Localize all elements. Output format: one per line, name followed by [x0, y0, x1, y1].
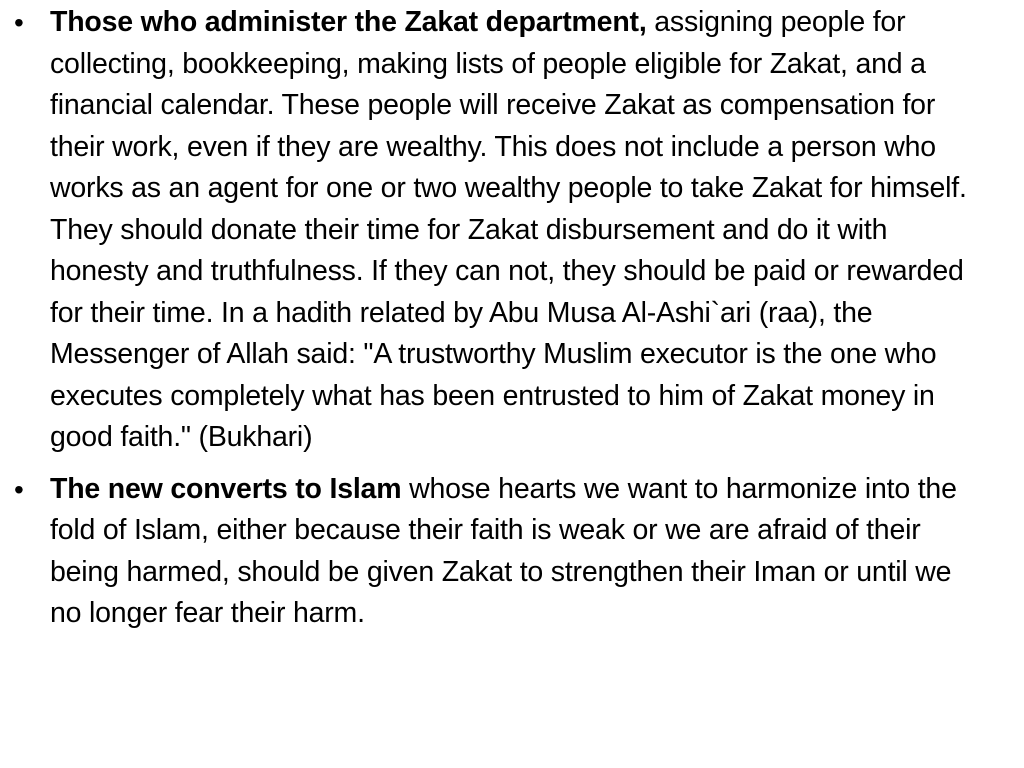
- bullet-text: whose hearts we want to harmonize into the fold of Islam, either because their faith is weak or we are afraid of their being harmed, should be given Zakat to strengthen their Iman or until we no longer fear their harm.: [50, 472, 957, 629]
- bullet-icon: •: [14, 7, 24, 38]
- bullet-item-administrators: [14, 2, 988, 459]
- bullet-lead: The new converts to Islam: [50, 472, 402, 505]
- bullet-text: assigning people for collecting, bookkeeping, making lists of people eligible for Zakat, and a financial calendar. These people will receive Zakat as compensation for their work, even if they are wealthy. This does not include a person who works as an agent for one or two wealthy people to take Zakat for himself. They should donate their time for Zakat disbursement and do it with honesty and truthfulness. If they can not, they should be paid or rewarded for their time. In a hadith related by Abu Musa Al-Ashi`ari (raa), the Messenger of Allah said: "A trustworthy Muslim executor is the one who executes completely what has been entrusted to him of Zakat money in good faith." (Bukhari): [50, 6, 967, 453]
- bullet-list: [14, 2, 988, 635]
- bullet-lead: Those who administer the Zakat department,: [50, 6, 647, 38]
- bullet-icon: •: [14, 473, 24, 505]
- bullet-item-new-converts: [14, 469, 988, 635]
